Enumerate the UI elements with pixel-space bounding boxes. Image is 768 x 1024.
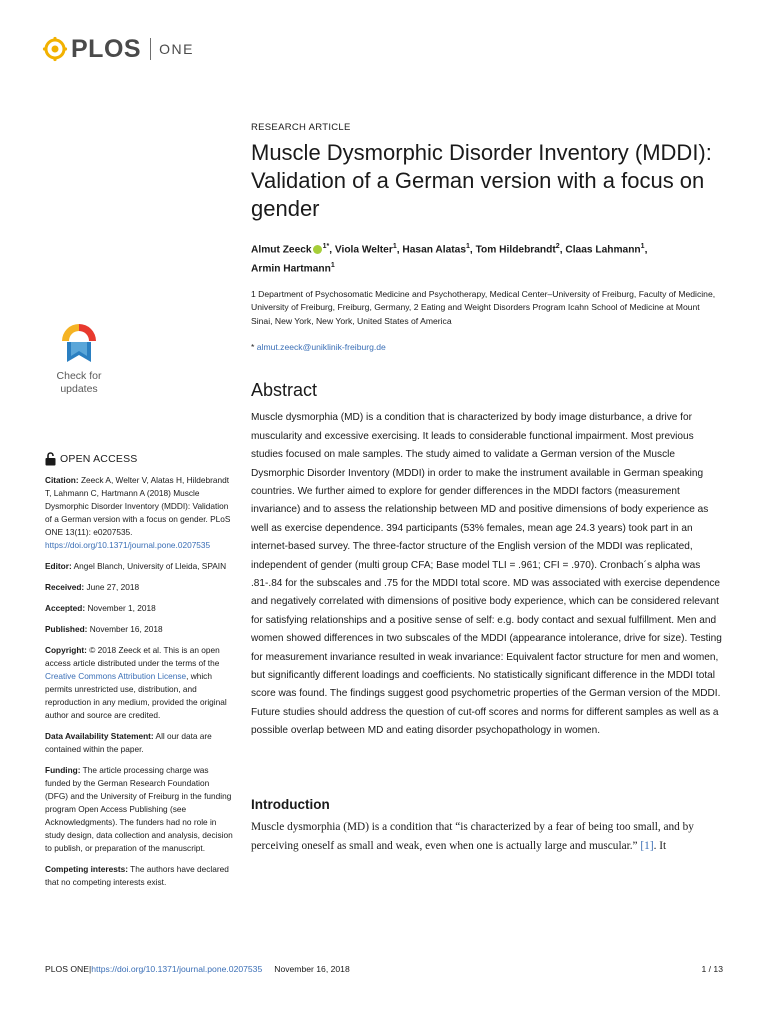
author-name[interactable]: Claas Lahmann	[565, 244, 641, 256]
data-availability-block	[45, 730, 233, 756]
author-name[interactable]: Almut Zeeck	[251, 244, 312, 256]
copyright-text-1: © 2018 Zeeck et al. This is an open access article distributed under the terms of the	[45, 645, 220, 668]
received-block	[45, 581, 233, 594]
citation-doi-link[interactable]: https://doi.org/10.1371/journal.pone.0207535	[45, 540, 211, 550]
competing-interests-block	[45, 863, 233, 889]
logo-text: PLOS	[71, 34, 142, 63]
author-affil: 1	[330, 262, 335, 270]
accepted-label: Accepted:	[45, 603, 86, 613]
logo-subtext: ONE	[159, 41, 194, 57]
intro-paragraph: Muscle dysmorphia (MD) is a condition that “is characterized by a fear of being too small, and by perceiving oneself as small and weak, even when one is actually large and muscular.”	[251, 820, 694, 852]
author-affil: 1*	[322, 243, 330, 250]
received-date: June 27, 2018	[86, 582, 140, 592]
editor-label: Editor:	[45, 561, 72, 571]
open-access-label: OPEN ACCESS	[60, 452, 138, 465]
published-date: November 16, 2018	[89, 624, 163, 634]
footer-date: November 16, 2018	[274, 964, 350, 974]
open-access-badge	[45, 452, 233, 466]
article-main-column	[251, 122, 723, 856]
published-label: Published:	[45, 624, 88, 634]
asterisk-marker: *	[251, 342, 255, 353]
accepted-date: November 1, 2018	[87, 603, 156, 613]
plos-one-logo	[42, 34, 194, 64]
citation-block	[45, 474, 233, 552]
email-link[interactable]: almut.zeeck@uniklinik-freiburg.de	[256, 342, 386, 353]
citation-label: Citation:	[45, 475, 79, 485]
abstract-heading: Abstract	[251, 380, 318, 401]
crossmark-label-1: Check for	[56, 370, 102, 382]
author-affil: 1	[392, 243, 397, 250]
copyright-label: Copyright:	[45, 645, 87, 655]
copyright-text-2: , which permits unrestricted use, distribution, and reproduction in any medium, provided the original author and source are credited.	[45, 671, 227, 720]
article-metadata-sidebar	[45, 452, 233, 897]
introduction-heading: Introduction	[251, 796, 330, 812]
competing-interests-label: Competing interests:	[45, 864, 128, 874]
plos-logo-icon	[42, 36, 68, 62]
logo-divider	[150, 38, 151, 60]
footer-journal: PLOS ONE	[45, 964, 89, 974]
funding-block	[45, 764, 233, 855]
article-title: Muscle Dysmorphic Disorder Inventory (MDDI): Validation of a German version with a focus on gender	[251, 140, 712, 221]
affiliations: 1 Department of Psychosomatic Medicine and Psychotherapy, Medical Center–University of Freiburg, Faculty of Medicine, University of Freiburg, Freiburg, Germany, 2 Eating and Weight Disorders Program Icahn School of Medicine at Mount Sinai, New York, New York, United States of America	[251, 288, 716, 326]
author-name[interactable]: Armin Hartmann	[251, 263, 331, 275]
corresponding-email	[251, 342, 723, 352]
page-footer	[45, 964, 723, 974]
check-for-updates-badge[interactable]	[46, 322, 112, 395]
author-name[interactable]: Hasan Alatas	[402, 244, 467, 256]
citation-text: Zeeck A, Welter V, Alatas H, Hildebrandt T, Lahmann C, Hartmann A (2018) Muscle Dysmorphic Disorder Inventory (MDDI): Validation of a German version with a focus on gender. PLoS ONE 13(11): e0207535.	[45, 475, 231, 537]
accepted-block	[45, 602, 233, 615]
author-affil: 2	[555, 243, 560, 250]
footer-doi-link[interactable]: https://doi.org/10.1371/journal.pone.0207535	[91, 964, 263, 974]
open-lock-icon	[45, 452, 56, 466]
crossmark-label-2: updates	[60, 383, 98, 395]
author-name[interactable]: Viola Welter	[334, 244, 393, 256]
crossmark-icon	[59, 322, 99, 364]
citation-reference-link[interactable]: [1]	[640, 839, 654, 852]
data-availability-label: Data Availability Statement:	[45, 731, 154, 741]
license-link[interactable]: Creative Commons Attribution License	[45, 671, 187, 681]
orcid-icon[interactable]	[313, 245, 322, 254]
published-block	[45, 623, 233, 636]
editor-text: Angel Blanch, University of Lleida, SPAIN	[73, 561, 227, 571]
author-affil: 1	[466, 243, 470, 250]
funding-label: Funding:	[45, 765, 81, 775]
copyright-block	[45, 644, 233, 722]
competing-interests-text: The authors have declared that no competing interests exist.	[45, 864, 229, 887]
received-label: Received:	[45, 582, 85, 592]
abstract-text: Muscle dysmorphia (MD) is a condition that is characterized by body image disturbance, a drive for muscularity and excessive exercising. It leads to considerable functional impairment. Most previous studies focused on male samples. The study aimed to validate a German version of the Muscle Dysmorphic Disorder Inventory (MDDI) in order to make the instrument available in German speaking countries. We further aimed to explore for gender differences in the MDDI factors (measurement invariance) and to assess the relationship between MD and positive dimensions of body experience as well as exercise dependence. 394 participants (53% females, mean age 24.3 years) took part in an internet-based survey. The three-factor structure of the English version of the MDDI was replicated, independent of gender (multi group CFA; Base model TLI = .961; CFI = .970). Cronbach´s alpha was .81-.84 for the subscales and .75 for the MDDI total score. MD was associated with exercise dependence and negatively correlated with dimensions of positive body experience, which can be considered relevant for satisfying relationships and a positive sense of self: e.g. body contact and sexual fulfillment. Men and women showed differences in two subscales of the MDDI (appearance intolerance, drive for size). Testing for measurement invariance resulted in weak invariance: Equivalent factor structure for men and women, but significantly different loadings and coefficients. No statistically significant difference in the MDDI total score was found. The findings suggest good psychometric properties of the German version of the MDDI. Future studies should address the question of cut-off scores and norms for different samples as well as a possible overlap between MD and eating disorder psychopathology in women.	[251, 412, 722, 737]
data-availability-text: All our data are contained within the paper.	[45, 731, 212, 754]
intro-tail: . It	[653, 839, 667, 852]
article-type: RESEARCH ARTICLE	[251, 122, 351, 133]
author-list: Almut Zeeck $^{1*}$, Viola Welter$^1$, Hasan Alatas$^1$, Tom Hildebrandt$^2$, Claas Lahmann$^1$, Armin Hartmann$^1$	[251, 243, 648, 275]
funding-text: The article processing charge was funded by the German Research Foundation (DFG) and the University of Freiburg in the funding program Open Access Publishing (see Acknowledgments). The funders had no role in study design, data collection and analysis, decision to publish, or preparation of the manuscript.	[45, 765, 233, 853]
page-number: 1 / 13	[701, 964, 723, 974]
introduction-text	[251, 818, 723, 856]
author-name[interactable]: Tom Hildebrandt	[475, 244, 556, 256]
editor-block	[45, 560, 233, 573]
author-affil: 1	[640, 243, 645, 250]
footer-separator: |	[88, 964, 92, 974]
